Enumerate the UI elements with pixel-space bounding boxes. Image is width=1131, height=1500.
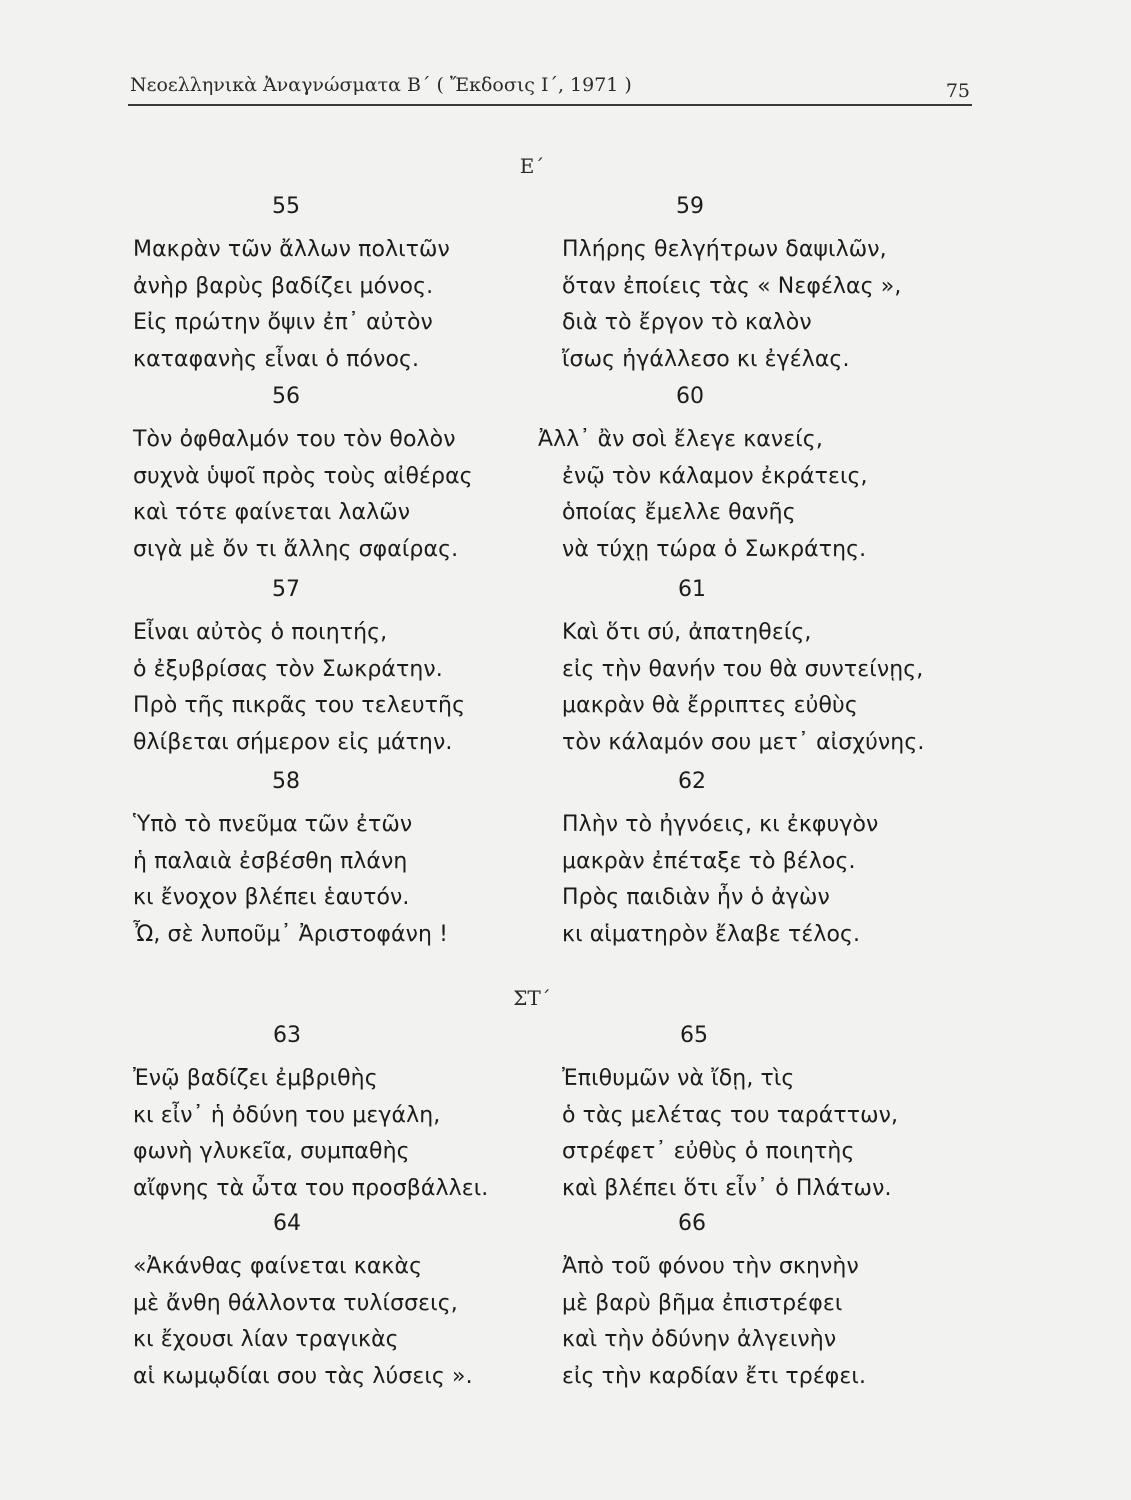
stanza-lines [133,807,448,953]
stanza-number: 64 [273,1211,301,1236]
verse-line: ὁ ἐξυβρίσας τὸν Σωκράτην. [133,656,443,682]
verse-line: Ἐνῷ βαδίζει ἐμβριθὴς [133,1066,378,1091]
verse-line: Πλήρης θελγήτρων δαψιλῶν, [562,237,887,262]
verse-line: ἴσως ἠγάλλεσο κι ἐγέλας. [562,346,850,372]
stanza-number: 63 [273,1023,301,1048]
verse-line: στρέφετ᾿ εὐθὺς ὁ ποιητὴς [562,1139,855,1164]
stanza-lines [562,1249,866,1395]
stanza-number: 61 [678,577,706,602]
verse-line: Ὑπὸ τὸ πνεῦμα τῶν ἐτῶν [133,812,413,837]
verse-line: ὁ τὰς μελέτας του ταράττων, [562,1102,899,1128]
stanza-number: 60 [676,384,704,409]
stanza-lines [562,807,878,953]
section-mark-e: Ε΄ [519,154,545,178]
stanza-number: 66 [678,1211,706,1236]
verse-line: θλίβεται σήμερον εἰς μάτην. [133,729,453,755]
verse-line: αἱ κωμῳδίαι σου τὰς λύσεις ». [133,1363,473,1389]
verse-line: αἴφνης τὰ ὦτα του προσβάλλει. [133,1175,489,1201]
verse-line: Ἀλλ᾿ ἂν σοὶ ἔλεγε κανείς, [538,427,823,452]
verse-line: «Ἀκάνθας φαίνεται κακὰς [133,1254,423,1279]
verse-line: Τὸν ὀφθαλμόν του τὸν θολὸν [133,427,456,452]
verse-line: Μακρὰν τῶν ἄλλων πολιτῶν [133,237,450,262]
verse-line: εἰς τὴν καρδίαν ἔτι τρέφει. [562,1363,867,1389]
verse-line: ἡ παλαιὰ ἐσβέσθη πλάνη [133,848,408,874]
stanza-lines [133,1249,473,1395]
stanza-lines [133,422,473,568]
stanza-number: 62 [678,769,706,794]
verse-line: Ἐπιθυμῶν νὰ ἴδῃ, τὶς [562,1066,795,1091]
stanza-lines [538,422,868,568]
verse-line: ὅταν ἐποίεις τὰς « Νεφέλας », [562,273,902,299]
verse-line: Πλὴν τὸ ἠγνόεις, κι ἐκφυγὸν [562,812,879,837]
verse-line: κι αἱματηρὸν ἔλαβε τέλος. [562,921,861,947]
verse-line: καὶ βλέπει ὅτι εἶν᾿ ὁ Πλάτων. [562,1175,892,1201]
verse-line: σιγὰ μὲ ὄν τι ἄλλης σφαίρας. [133,536,459,562]
verse-line: μὲ ἄνθη θάλλοντα τυλίσσεις, [133,1290,458,1316]
verse-line: ἀνὴρ βαρὺς βαδίζει μόνος. [133,273,434,299]
verse-line: Εἶναι αὐτὸς ὁ ποιητής, [133,620,388,645]
verse-line: κι ἔχουσι λίαν τραγικὰς [133,1327,399,1352]
verse-line: τὸν κάλαμόν σου μετ᾿ αἰσχύνης. [562,729,925,755]
page-number: 75 [945,80,970,102]
verse-line: ὁποίας ἔμελλε θανῆς [562,500,796,525]
verse-line: κι εἶν᾿ ἡ ὀδύνη του μεγάλη, [133,1102,441,1128]
verse-line: καὶ τὴν ὀδύνην ἀλγεινὴν [562,1327,837,1352]
section-mark-st: ΣΤ΄ [513,986,551,1010]
stanza-number: 57 [272,577,300,602]
verse-line: Πρὸ τῆς πικρᾶς του τελευτῆς [133,693,466,718]
verse-line: Ὦ, σὲ λυποῦμ᾿ Ἀριστοφάνη ! [133,921,449,947]
stanza-lines [562,232,901,378]
stanza-lines [562,615,924,761]
verse-line: ἐνῷ τὸν κάλαμον ἐκράτεις, [562,463,868,489]
stanza-number: 58 [272,769,300,794]
verse-line: νὰ τύχῃ τώρα ὁ Σωκράτης. [562,536,867,562]
stanza-number: 56 [272,384,300,409]
stanza-lines [133,232,450,378]
header-rule [128,104,972,106]
stanza-lines [133,615,465,761]
verse-line: φωνὴ γλυκεῖα, συμπαθὴς [133,1139,410,1164]
verse-line: εἰς τὴν θανήν του θὰ συντείνῃς, [562,656,924,682]
verse-line: καὶ τότε φαίνεται λαλῶν [133,500,411,525]
verse-line: Ἀπὸ τοῦ φόνου τὴν σκηνὴν [562,1254,859,1279]
stanza-lines [562,1061,898,1207]
running-title: Νεοελληνικὰ Ἀναγνώσματα Β΄ ( Ἔκδοσις Ι΄, 1971 ) [130,74,632,96]
stanza-number: 55 [272,194,300,219]
verse-line: μὲ βαρὺ βῆμα ἐπιστρέφει [562,1290,843,1316]
verse-line: Πρὸς παιδιὰν ἦν ὁ ἀγὼν [562,885,830,910]
verse-line: κι ἔνοχον βλέπει ἑαυτόν. [133,885,410,910]
stanza-number: 65 [680,1023,708,1048]
verse-line: διὰ τὸ ἔργον τὸ καλὸν [562,310,812,335]
stanza-lines [133,1061,488,1207]
verse-line: καταφανὴς εἶναι ὁ πόνος. [133,346,420,372]
verse-line: συχνὰ ὑψοῖ πρὸς τοὺς αἰθέρας [133,463,473,489]
verse-line: μακρὰν θὰ ἔρριπτες εὐθὺς [562,693,858,718]
verse-line: μακρὰν ἐπέταξε τὸ βέλος. [562,848,856,874]
verse-line: Εἰς πρώτην ὄψιν ἐπ᾿ αὐτὸν [133,310,433,335]
verse-line: Καὶ ὅτι σύ, ἀπατηθείς, [562,620,812,645]
stanza-number: 59 [676,194,704,219]
